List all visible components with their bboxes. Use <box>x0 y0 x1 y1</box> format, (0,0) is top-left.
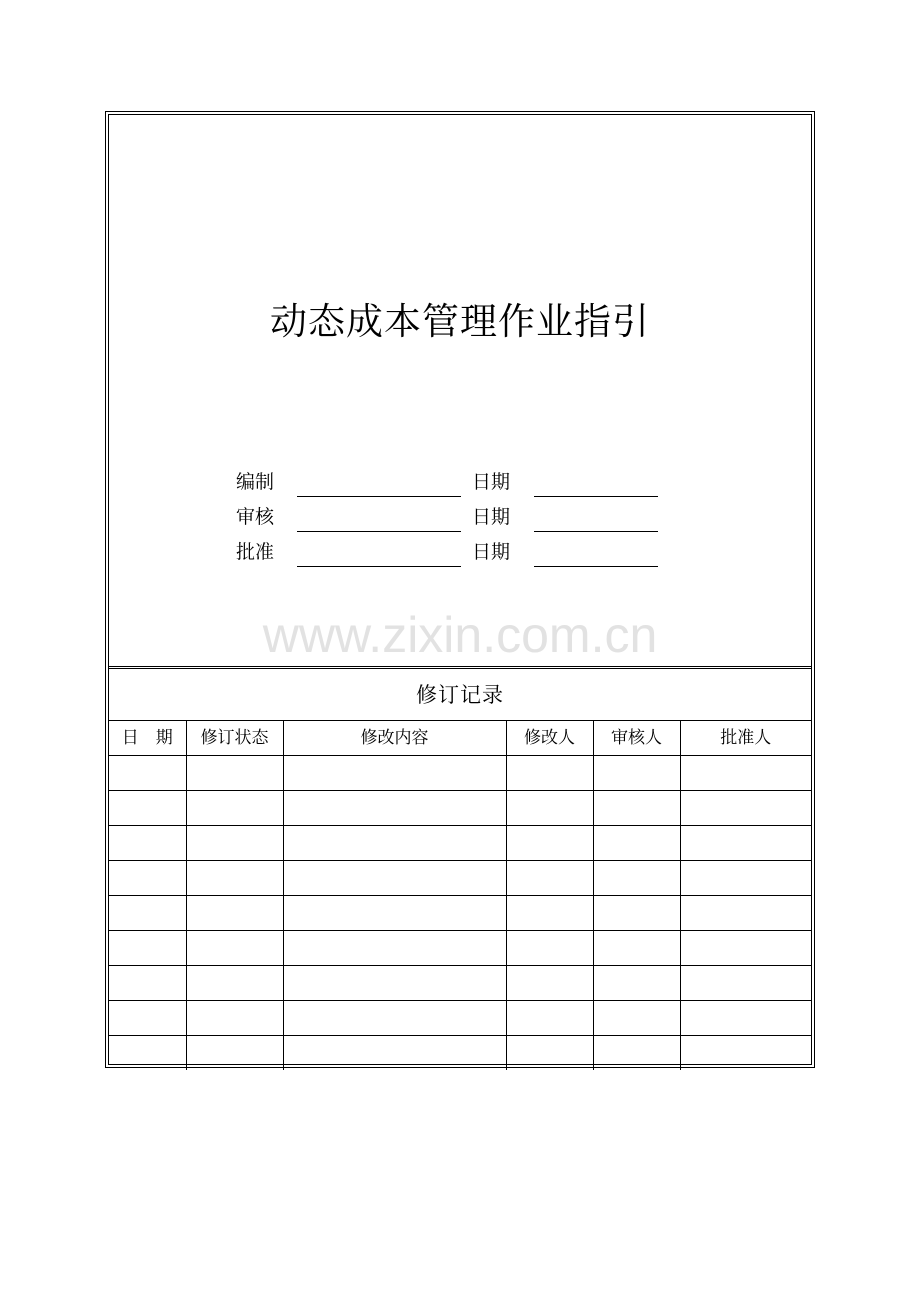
table-cell <box>186 756 283 791</box>
table-cell <box>506 861 593 896</box>
watermark: www.zixin.com.cn <box>262 607 658 663</box>
column-header-status: 修订状态 <box>186 721 283 756</box>
table-cell <box>186 861 283 896</box>
table-cell <box>186 1036 283 1071</box>
document-title: 动态成本管理作业指引 <box>270 300 650 343</box>
table-cell <box>109 756 186 791</box>
table-cell <box>680 896 811 931</box>
column-header-reviewer: 审核人 <box>593 721 680 756</box>
table-cell <box>680 861 811 896</box>
table-cell <box>283 1036 506 1071</box>
table-cell <box>506 756 593 791</box>
revision-record-title: 修订记录 <box>109 670 811 721</box>
column-header-date: 日 期 <box>109 721 186 756</box>
table-row <box>109 756 811 791</box>
table-cell <box>593 966 680 1001</box>
table-row <box>109 966 811 1001</box>
signoff-row-approved <box>109 539 811 569</box>
table-cell <box>593 896 680 931</box>
table-cell <box>680 1001 811 1036</box>
table-cell <box>283 966 506 1001</box>
column-header-modifier: 修改人 <box>506 721 593 756</box>
table-cell <box>283 931 506 966</box>
table-cell <box>283 1001 506 1036</box>
signoff-row-reviewed <box>109 504 811 534</box>
table-cell <box>506 931 593 966</box>
table-cell <box>506 896 593 931</box>
table-cell <box>186 896 283 931</box>
signoff-date-line <box>534 566 658 567</box>
table-cell <box>506 966 593 1001</box>
signoff-role-label: 批准 <box>236 541 275 563</box>
table-cell <box>109 966 186 1001</box>
table-row <box>109 861 811 896</box>
table-cell <box>283 791 506 826</box>
revision-record-section <box>109 670 811 1070</box>
table-cell <box>109 826 186 861</box>
signoff-date-line <box>534 496 658 497</box>
signoff-name-line <box>297 531 461 532</box>
table-cell <box>593 791 680 826</box>
table-cell <box>680 826 811 861</box>
table-cell <box>186 826 283 861</box>
revision-table <box>109 721 811 1070</box>
table-row <box>109 1001 811 1036</box>
table-cell <box>506 1036 593 1071</box>
signoff-role-label: 编制 <box>236 471 275 493</box>
signoff-name-line <box>297 566 461 567</box>
table-row <box>109 1036 811 1071</box>
table-cell <box>186 966 283 1001</box>
signoff-date-line <box>534 531 658 532</box>
table-row <box>109 896 811 931</box>
table-cell <box>593 1001 680 1036</box>
signoff-name-line <box>297 496 461 497</box>
table-cell <box>506 1001 593 1036</box>
table-cell <box>506 791 593 826</box>
table-cell <box>283 896 506 931</box>
signoff-date-label: 日期 <box>472 471 511 493</box>
table-row <box>109 931 811 966</box>
table-cell <box>109 791 186 826</box>
table-cell <box>593 756 680 791</box>
signoff-role-label: 审核 <box>236 506 275 528</box>
table-cell <box>680 791 811 826</box>
document-frame-inner <box>108 114 812 1065</box>
column-header-content: 修改内容 <box>283 721 506 756</box>
table-cell <box>680 931 811 966</box>
table-cell <box>109 861 186 896</box>
table-cell <box>593 826 680 861</box>
table-cell <box>109 1036 186 1071</box>
table-cell <box>680 966 811 1001</box>
table-cell <box>186 1001 283 1036</box>
table-cell <box>109 896 186 931</box>
signoff-date-label: 日期 <box>472 541 511 563</box>
table-cell <box>186 791 283 826</box>
document-frame <box>105 111 815 1068</box>
table-cell <box>593 931 680 966</box>
table-cell <box>680 756 811 791</box>
table-cell <box>109 931 186 966</box>
table-cell <box>186 931 283 966</box>
signoff-date-label: 日期 <box>472 506 511 528</box>
table-cell <box>680 1036 811 1071</box>
column-header-approver: 批准人 <box>680 721 811 756</box>
signoff-row-prepared <box>109 469 811 499</box>
table-cell <box>283 826 506 861</box>
revision-table-header <box>109 721 811 756</box>
section-divider <box>109 666 811 669</box>
table-cell <box>593 861 680 896</box>
table-cell <box>283 756 506 791</box>
table-row <box>109 791 811 826</box>
revision-table-body <box>109 756 811 1071</box>
table-cell <box>109 1001 186 1036</box>
cover-section <box>109 115 811 666</box>
table-cell <box>283 861 506 896</box>
table-cell <box>506 826 593 861</box>
table-row <box>109 826 811 861</box>
table-cell <box>593 1036 680 1071</box>
